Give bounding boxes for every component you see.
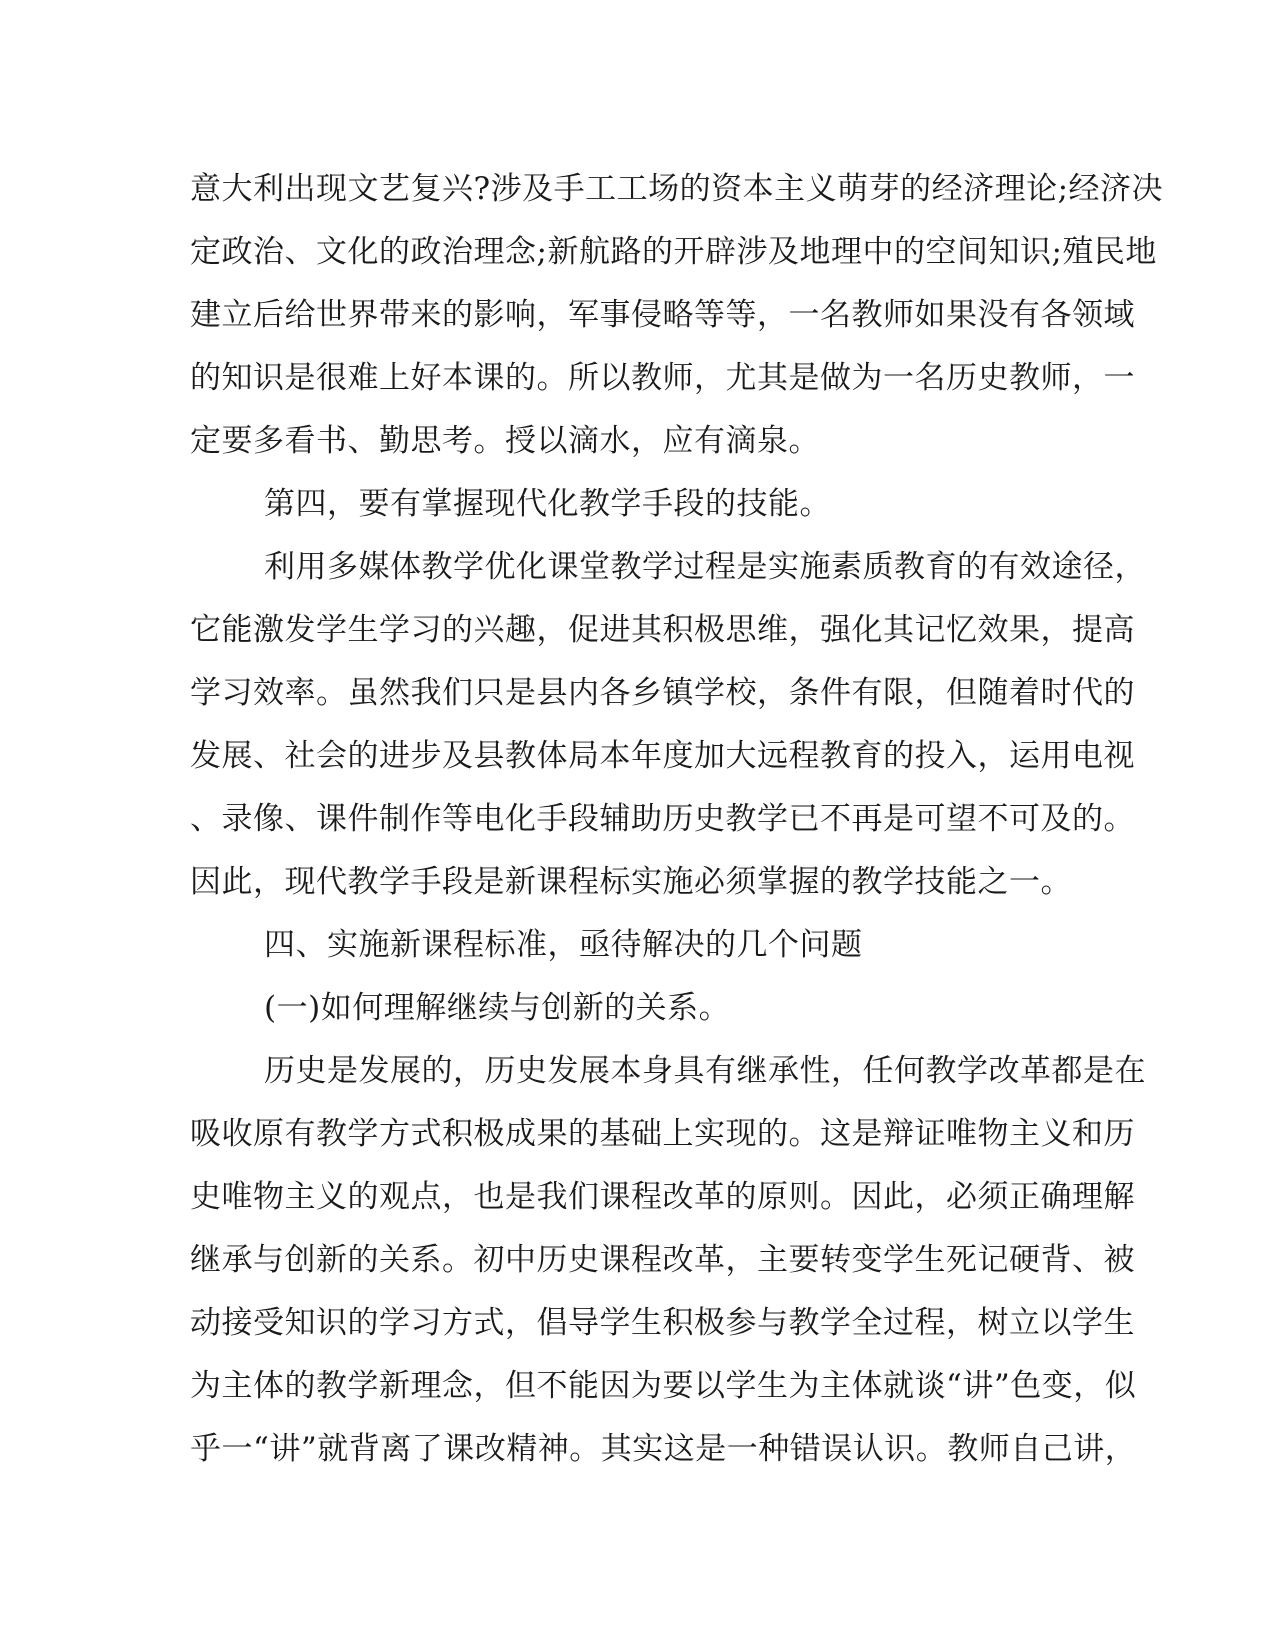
text-line-2: 定政治、文化的政治理念;新航路的开辟涉及地理中的空间知识;殖民地 <box>190 234 1157 270</box>
text-line-19: 动接受知识的学习方式，倡导学生积极参与教学全过程，树立以学生 <box>190 1305 1135 1341</box>
section-heading-fourth-skill: 第四，要有掌握现代化教学手段的技能。 <box>264 486 831 522</box>
text-line-5: 定要多看书、勤思考。授以滴水，应有滴泉。 <box>190 423 820 459</box>
text-line-3: 建立后给世界带来的影响，军事侵略等等，一名教师如果没有各领域 <box>190 297 1135 333</box>
text-line-15: 历史是发展的，历史发展本身具有继承性，任何教学改革都是在 <box>264 1053 1146 1089</box>
text-line-7: 利用多媒体教学优化课堂教学过程是实施素质教育的有效途径， <box>264 549 1146 585</box>
text-line-1: 意大利出现文艺复兴?涉及手工工场的资本主义萌芽的经济理论;经济决 <box>190 171 1164 207</box>
text-line-12: 因此，现代教学手段是新课程标实施必须掌握的教学技能之一。 <box>190 864 1072 900</box>
document-body <box>190 158 1164 1481</box>
text-line-9: 学习效率。虽然我们只是县内各乡镇学校，条件有限，但随着时代的 <box>190 675 1135 711</box>
text-line-11: 、录像、课件制作等电化手段辅助历史教学已不再是可望不可及的。 <box>190 801 1135 837</box>
text-line-4: 的知识是很难上好本课的。所以教师，尤其是做为一名历史教师，一 <box>190 360 1135 396</box>
text-line-18: 继承与创新的关系。初中历史课程改革，主要转变学生死记硬背、被 <box>190 1242 1135 1278</box>
subsection-heading-one: (一)如何理解继续与创新的关系。 <box>264 990 731 1026</box>
text-line-17: 史唯物主义的观点，也是我们课程改革的原则。因此，必须正确理解 <box>190 1179 1135 1215</box>
text-line-21: 乎一“讲”就背离了课改精神。其实这是一种错误认识。教师自己讲， <box>190 1431 1137 1467</box>
text-line-16: 吸收原有教学方式积极成果的基础上实现的。这是辩证唯物主义和历 <box>190 1116 1135 1152</box>
text-line-8: 它能激发学生学习的兴趣，促进其积极思维，强化其记忆效果，提高 <box>190 612 1135 648</box>
section-heading-four: 四、实施新课程标准，亟待解决的几个问题 <box>264 927 863 963</box>
text-line-10: 发展、社会的进步及县教体局本年度加大远程教育的投入，运用电视 <box>190 738 1135 774</box>
text-line-20: 为主体的教学新理念，但不能因为要以学生为主体就谈“讲”色变，似 <box>190 1368 1137 1404</box>
